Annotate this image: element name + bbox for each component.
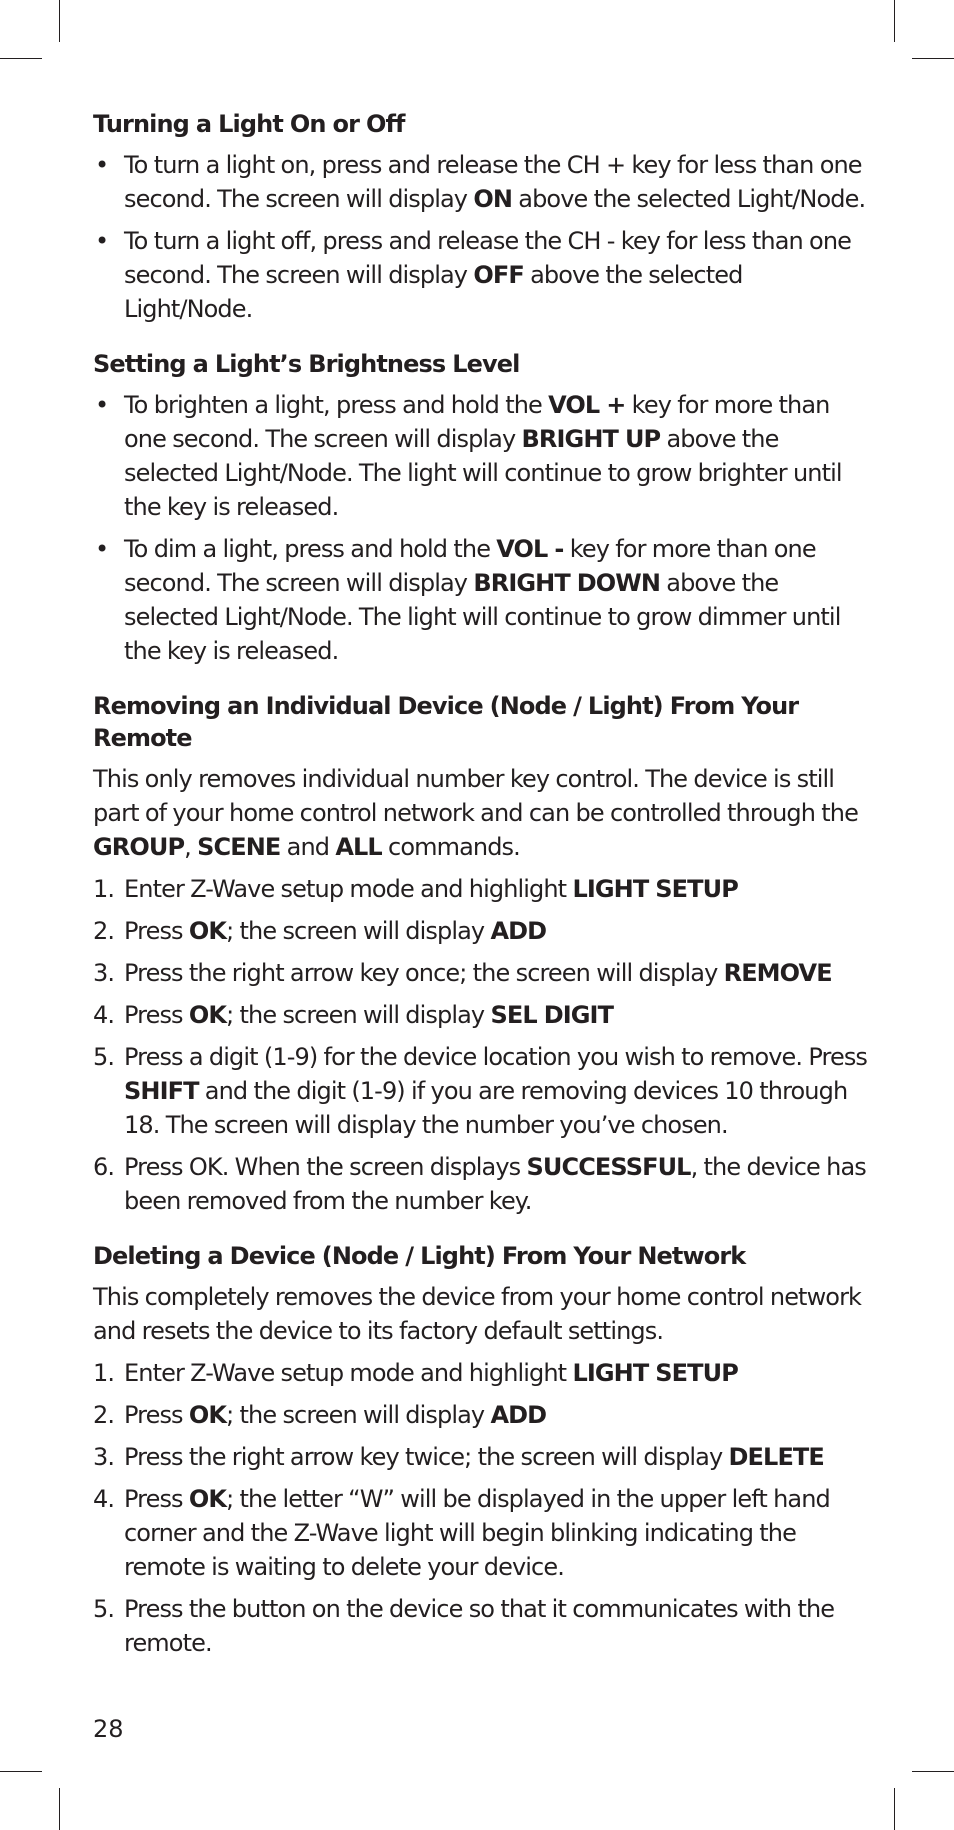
bold-text: VOL + <box>548 391 626 419</box>
bullet-icon: • <box>95 151 109 179</box>
step-item <box>93 1592 873 1660</box>
bold-text: OK <box>188 1401 227 1429</box>
bold-text: DELETE <box>728 1443 824 1471</box>
section-turning-light-on-off <box>93 108 873 326</box>
text-run: Press a digit (1-9) for the device location you wish to remove. Press <box>124 1043 868 1071</box>
section-heading: Deleting a Device (Node / Light) From Your Network <box>93 1242 746 1270</box>
step-number: 3. <box>93 1443 115 1471</box>
section-heading: Removing an Individual Device (Node / Light) From Your Remote <box>93 692 799 752</box>
bullet-icon: • <box>95 391 109 419</box>
text-run: above the selected Light/Node. The light will continue to grow dimmer until the key is released. <box>124 569 841 665</box>
text-run: Enter Z-Wave setup mode and highlight <box>124 875 573 903</box>
text-run: Press <box>124 1485 189 1513</box>
text-run: Press <box>124 1001 189 1029</box>
crop-mark-bottom-right-vertical <box>894 1788 895 1830</box>
text-run: ; the screen will display <box>226 1401 491 1429</box>
list-item <box>93 224 873 326</box>
step-item <box>93 872 873 906</box>
step-number: 3. <box>93 959 115 987</box>
text-run: commands. <box>381 833 520 861</box>
section-heading: Turning a Light On or Off <box>93 110 405 138</box>
manual-page-content <box>93 108 873 1682</box>
step-number: 2. <box>93 1401 115 1429</box>
text-run: To brighten a light, press and hold the <box>124 391 549 419</box>
step-item <box>93 1398 873 1432</box>
crop-mark-top-right-vertical <box>894 0 895 42</box>
step-item <box>93 914 873 948</box>
step-item <box>93 998 873 1032</box>
bold-text: LIGHT SETUP <box>572 1359 738 1387</box>
crop-mark-top-left-horizontal <box>0 58 42 59</box>
bullet-icon: • <box>95 227 109 255</box>
bold-text: SHIFT <box>124 1077 199 1105</box>
section-heading: Setting a Light’s Brightness Level <box>93 350 520 378</box>
bold-text: SCENE <box>197 833 281 861</box>
step-number: 5. <box>93 1043 115 1071</box>
section-deleting-device <box>93 1240 873 1660</box>
bold-text: LIGHT SETUP <box>572 875 738 903</box>
text-run: To turn a light on, press and release the CH + key for less than one second. The screen will display <box>124 151 862 213</box>
bold-text: OK <box>188 1001 227 1029</box>
bold-text: BRIGHT DOWN <box>473 569 661 597</box>
text-run: ; the screen will display <box>226 1001 491 1029</box>
step-number: 1. <box>93 875 115 903</box>
step-number: 6. <box>93 1153 115 1181</box>
section-removing-device <box>93 690 873 1218</box>
crop-mark-bottom-left-vertical <box>59 1788 60 1830</box>
text-run: Enter Z-Wave setup mode and highlight <box>124 1359 573 1387</box>
bold-text: BRIGHT UP <box>521 425 661 453</box>
text-run: Press the right arrow key twice; the screen will display <box>124 1443 729 1471</box>
bold-text: ADD <box>490 917 547 945</box>
text-run: Press <box>124 917 189 945</box>
bullet-icon: • <box>95 535 109 563</box>
text-run: ; the letter “W” will be displayed in the upper left hand corner and the Z-Wave light will begin blinking indicating the remote is waiting to delete your device. <box>124 1485 830 1581</box>
bold-text: SUCCESSFUL <box>526 1153 691 1181</box>
bold-text: REMOVE <box>723 959 832 987</box>
bold-text: OFF <box>473 261 524 289</box>
step-item <box>93 956 873 990</box>
bold-text: ADD <box>490 1401 547 1429</box>
text-run: Press the button on the device so that it communicates with the remote. <box>124 1595 835 1657</box>
text-run: To turn a light off, press and release the CH - key for less than one second. The screen will display <box>124 227 852 289</box>
crop-mark-top-right-horizontal <box>912 58 954 59</box>
step-item <box>93 1356 873 1390</box>
text-run: key for more than one second. The screen will display <box>124 535 816 597</box>
step-item <box>93 1440 873 1474</box>
step-item <box>93 1040 873 1142</box>
numbered-steps <box>93 872 873 1218</box>
page-number: 28 <box>93 1715 124 1743</box>
text-run: , <box>184 833 198 861</box>
text-run: This only removes individual number key control. The device is still part of your home control network and can be controlled through the <box>93 765 858 827</box>
step-number: 4. <box>93 1001 115 1029</box>
bold-text: OK <box>188 917 227 945</box>
bold-text: SEL DIGIT <box>490 1001 614 1029</box>
text-run: Press OK. When the screen displays <box>124 1153 527 1181</box>
text-run: , the device has been removed from the number key. <box>124 1153 866 1215</box>
bullet-list <box>93 388 873 668</box>
text-run: key for more than one second. The screen will display <box>124 391 830 453</box>
section-intro <box>93 762 873 864</box>
numbered-steps <box>93 1356 873 1660</box>
text-run: This completely removes the device from your home control network and resets the device to its factory default settings. <box>93 1283 862 1345</box>
text-run: and <box>280 833 336 861</box>
list-item <box>93 388 873 524</box>
crop-mark-bottom-right-horizontal <box>912 1771 954 1772</box>
text-run: above the selected Light/Node. <box>124 261 743 323</box>
list-item <box>93 532 873 668</box>
bold-text: ALL <box>335 833 382 861</box>
section-brightness-level <box>93 348 873 668</box>
step-number: 1. <box>93 1359 115 1387</box>
crop-mark-top-left-vertical <box>59 0 60 42</box>
text-run: To dim a light, press and hold the <box>124 535 497 563</box>
bold-text: OK <box>188 1485 227 1513</box>
text-run: ; the screen will display <box>226 917 491 945</box>
bold-text: ON <box>473 185 513 213</box>
step-item <box>93 1482 873 1584</box>
bold-text: VOL - <box>496 535 564 563</box>
text-run: Press the right arrow key once; the screen will display <box>124 959 724 987</box>
step-item <box>93 1150 873 1218</box>
text-run: and the digit (1-9) if you are removing devices 10 through 18. The screen will display the number you’ve chosen. <box>124 1077 848 1139</box>
crop-mark-bottom-left-horizontal <box>0 1771 42 1772</box>
text-run: Press <box>124 1401 189 1429</box>
step-number: 5. <box>93 1595 115 1623</box>
step-number: 4. <box>93 1485 115 1513</box>
text-run: above the selected Light/Node. The light will continue to grow brighter until the key is released. <box>124 425 842 521</box>
list-item <box>93 148 873 216</box>
bullet-list <box>93 148 873 326</box>
step-number: 2. <box>93 917 115 945</box>
section-intro <box>93 1280 873 1348</box>
text-run: above the selected Light/Node. <box>512 185 866 213</box>
bold-text: GROUP <box>93 833 185 861</box>
